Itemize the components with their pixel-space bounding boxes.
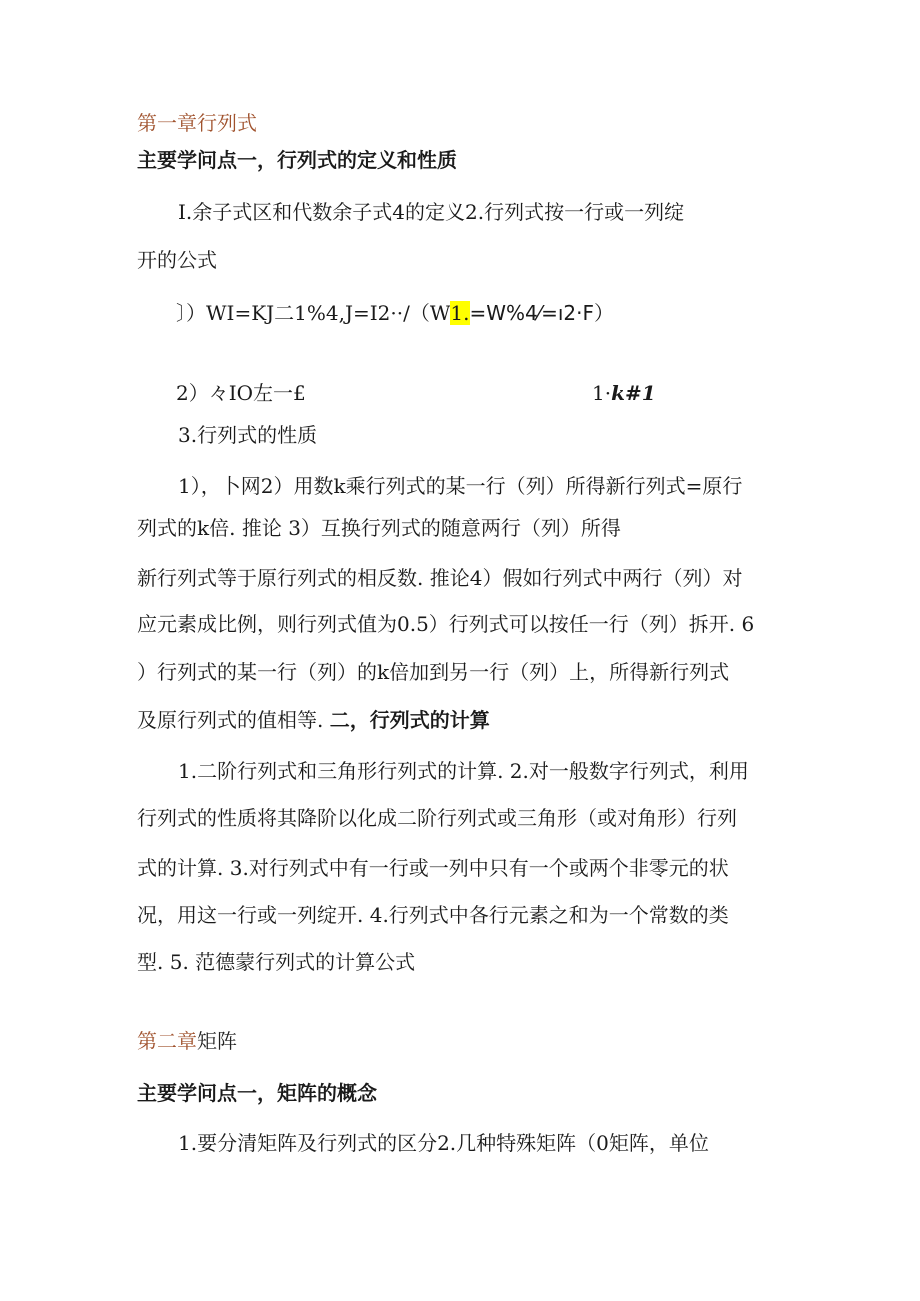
para-line-5: ）行列式的某一行（列）的k倍加到另一行（列）上，所得新行列式 xyxy=(137,660,730,684)
item3-properties: 3.行列式的性质 xyxy=(178,423,318,447)
calc-line-2: 行列式的性质将其降阶以化成二阶行列式或三角形（或对角形）行列 xyxy=(137,806,737,830)
formula2-right xyxy=(592,380,656,406)
para-line-3: 新行列式等于原行列式的相反数. 推论4）假如行列式中两行（列）对 xyxy=(137,566,743,590)
formula-expansion xyxy=(176,300,614,326)
para-line-6 xyxy=(137,707,490,733)
calc-line-5: 型. 5. 范德蒙行列式的计算公式 xyxy=(137,950,416,974)
para-line-2: 列式的k倍. 推论 3）互换行列式的随意两行（列）所得 xyxy=(137,516,621,540)
formula-part-b: =W%4⁄=ı2·F） xyxy=(469,301,615,325)
chapter2-title xyxy=(137,1028,237,1054)
para-line-1: 1），卜网2）用数k乘行列式的某一行（列）所得新行列式=原行 xyxy=(178,474,743,498)
formula2-right-prefix: 1· xyxy=(592,381,612,405)
chapter2-section1-heading: 主要学问点一，矩阵的概念 xyxy=(137,1081,377,1105)
chapter1-section1-heading: 主要学问点一，行列式的定义和性质 xyxy=(137,148,457,172)
formula-part-a: 〕）WI=KJ二1%4,J=I2··/（W xyxy=(176,301,451,325)
calc-line-3: 式的计算. 3.对行列式中有一行或一列中只有一个或两个非零元的状 xyxy=(137,856,729,880)
item1-line2: 开的公式 xyxy=(137,248,217,272)
calc-line-1: 1.二阶行列式和三角形行列式的计算. 2.对一般数字行列式，利用 xyxy=(178,759,749,783)
formula2-left: 2）々IO左一£ xyxy=(176,381,306,405)
chapter2-item1: 1.要分清矩阵及行列式的区分2.几种特殊矩阵（0矩阵，单位 xyxy=(178,1131,709,1155)
item1-line1: I.余子式区和代数余子式4的定义2.行列式按一行或一列绽 xyxy=(178,200,685,224)
formula-highlight: 1. xyxy=(450,301,470,325)
formula2-right-italic: k#1 xyxy=(611,381,656,405)
chapter2-title-prefix: 第二章 xyxy=(137,1029,197,1053)
calc-line-4: 况，用这一行或一列绽开. 4.行列式中各行元素之和为一个常数的类 xyxy=(137,903,729,927)
para-line-4: 应元素成比例，则行列式值为0.5）行列式可以按任一行（列）拆开. 6 xyxy=(137,612,755,636)
para-line-6-text: 及原行列式的值相等. xyxy=(137,708,330,732)
section2-heading: 二，行列式的计算 xyxy=(329,708,490,732)
chapter2-title-suffix: 矩阵 xyxy=(197,1029,237,1053)
chapter1-title: 第一章行列式 xyxy=(137,111,257,135)
